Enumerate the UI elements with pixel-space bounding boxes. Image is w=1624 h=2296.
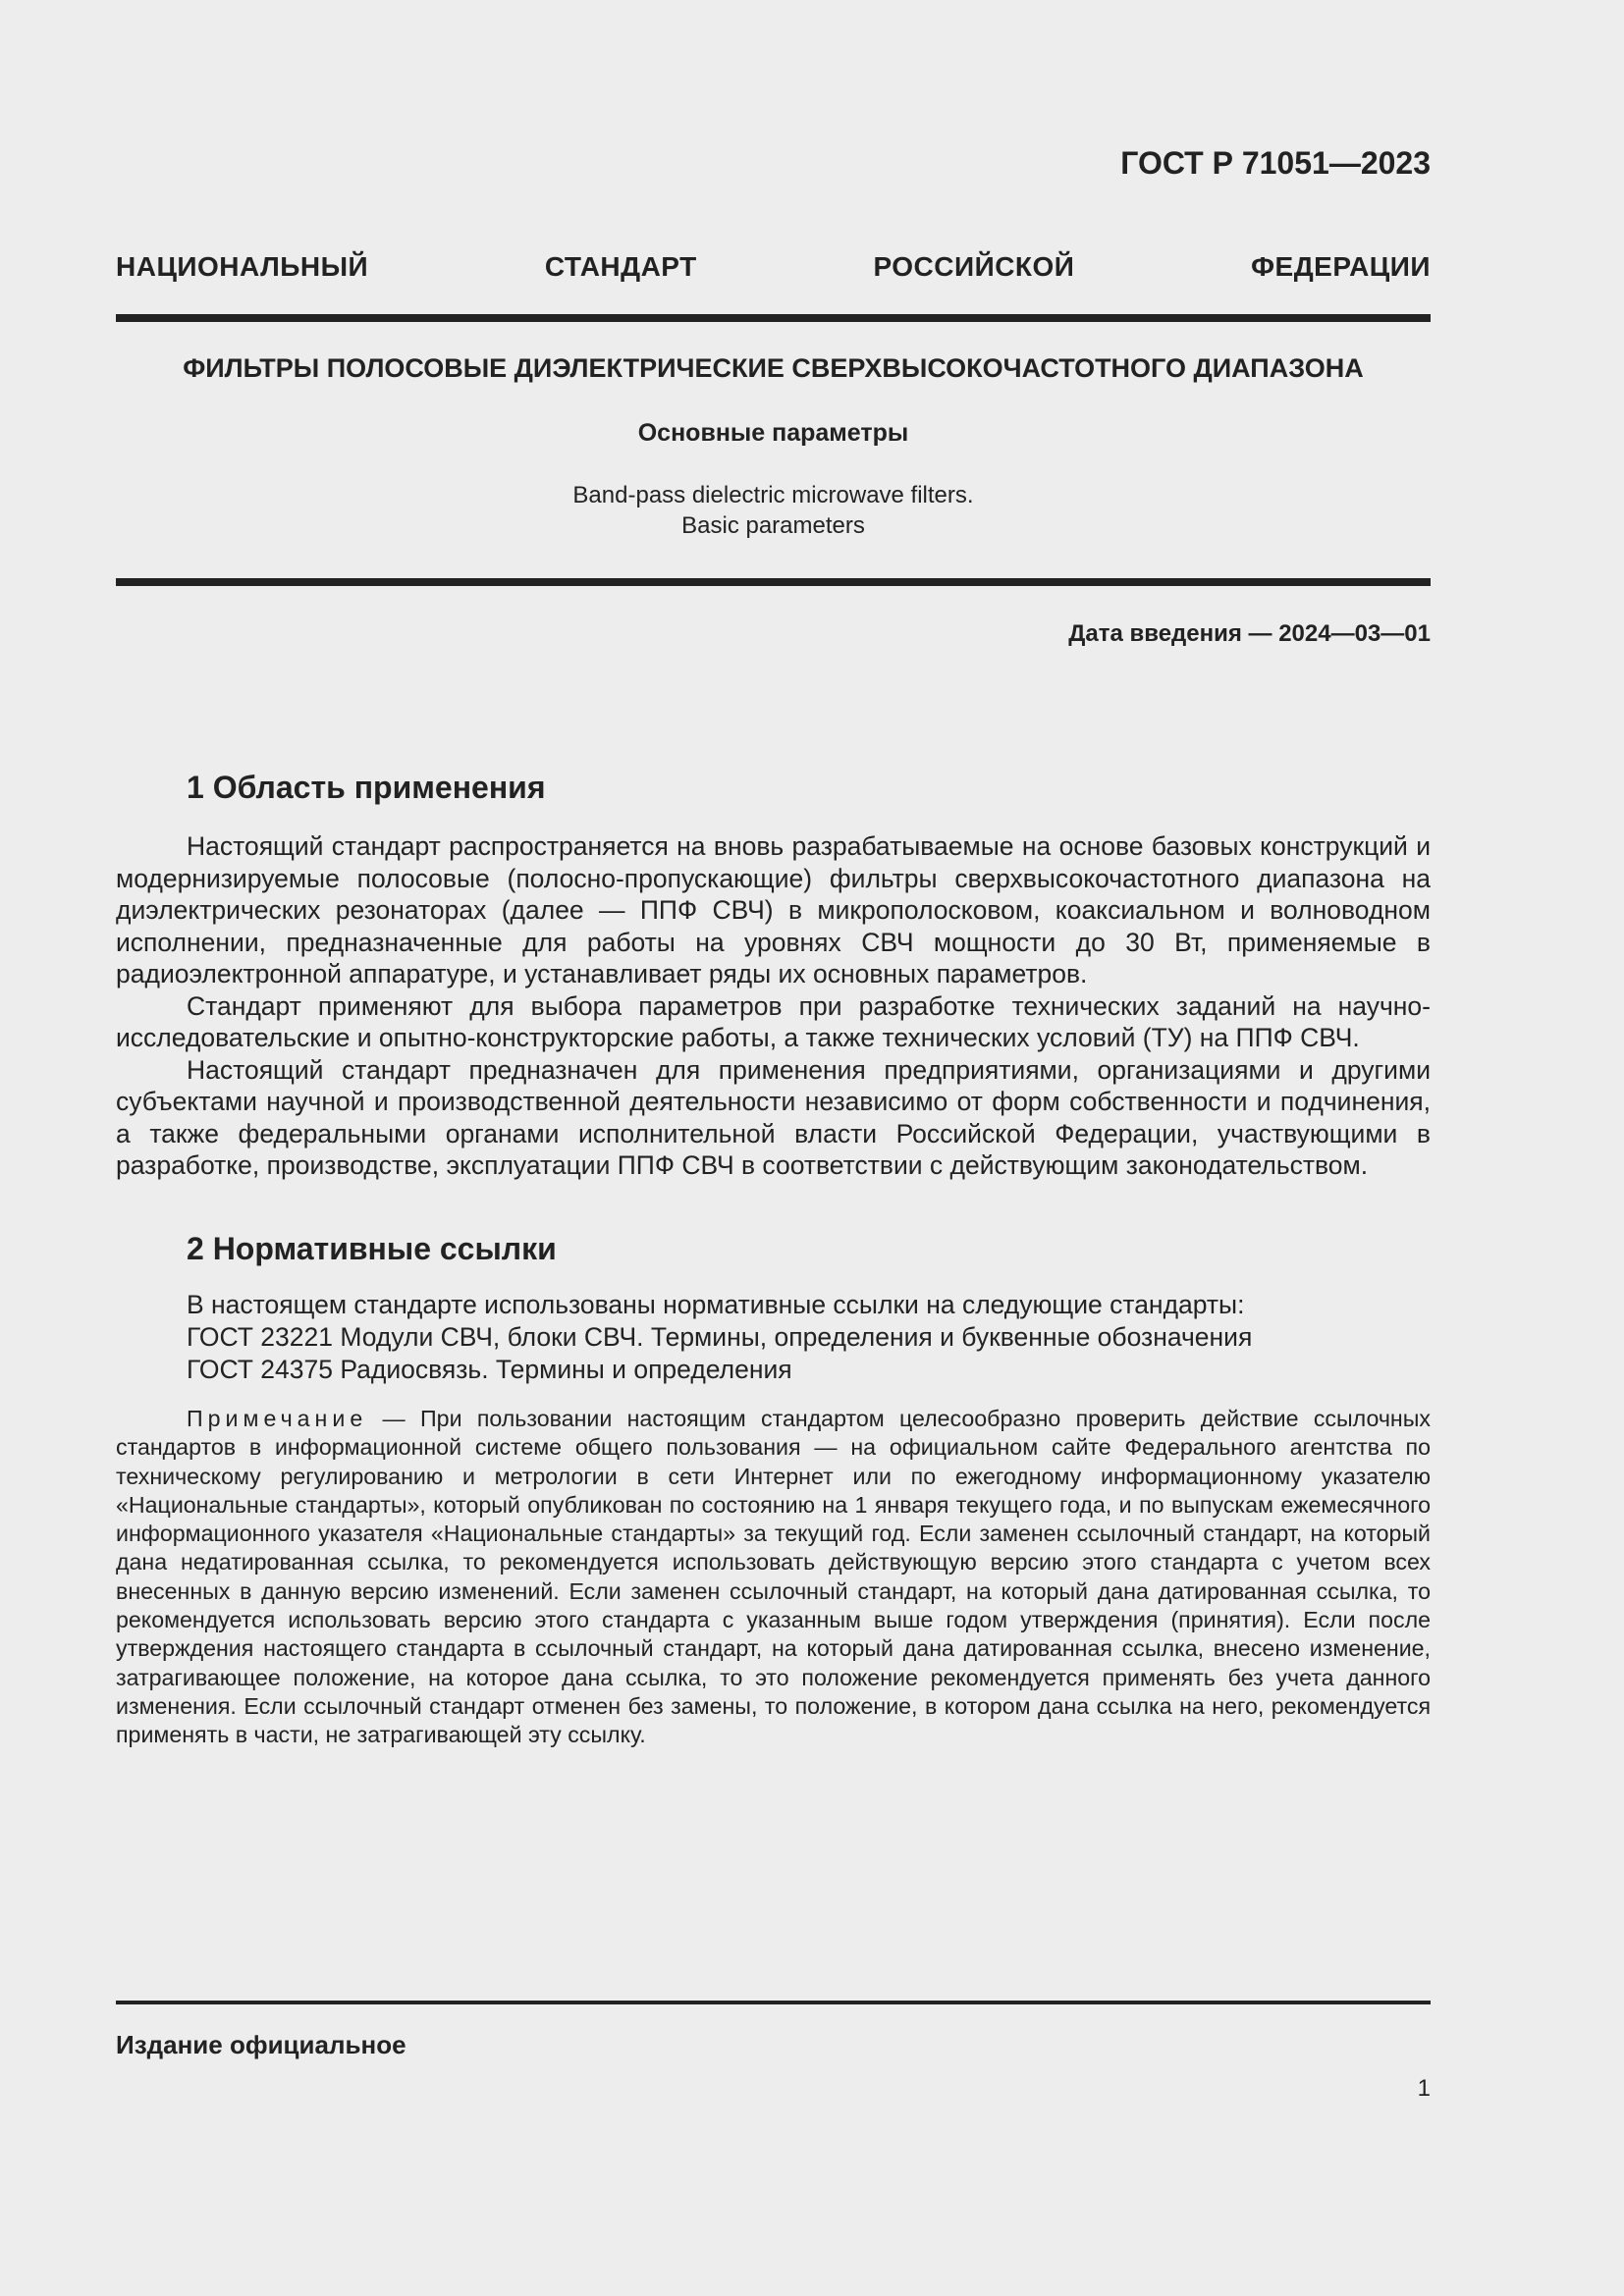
title-bottom-rule <box>116 578 1431 586</box>
references-note <box>116 1405 1431 1750</box>
national-standard-banner: НАЦИОНАЛЬНЫЙ СТАНДАРТ РОССИЙСКОЙ ФЕДЕРАЦИИ <box>116 251 1431 282</box>
normative-references <box>187 1289 1431 1386</box>
footer-rule <box>116 2001 1431 2004</box>
section-1-body <box>116 830 1431 1182</box>
section-2-heading: 2 Нормативные ссылки <box>187 1231 557 1266</box>
top-rule <box>116 314 1431 322</box>
paragraph: Настоящий стандарт распространяется на вновь разрабатываемые на основе базовых конструкций и модернизируемые полосовые (полосно-пропускающие) фильтры сверхвысокочастотного диапазона на диэлектрических резонаторах (далее — ППФ СВЧ) в микрополосковом, коаксиальном и волноводном исполнении, предназначенные для работы на уровнях СВЧ мощности до 30 Вт, применяемые в радиоэлектронной аппаратуре, и устанавливает ряды их основных параметров. <box>116 831 1431 988</box>
note-dash: — <box>367 1406 421 1431</box>
page-number: 1 <box>1417 2075 1431 2102</box>
document-subtitle: Основные параметры <box>637 419 909 447</box>
note-text: При пользовании настоящим стандартом целесообразно проверить действие ссылочных стандартов в информационной системе общего пользования — на официальном сайте Федерального агентства по техническому регулированию и метрологии в сети Интернет или по ежегодному информационному указателю «Национальные стандарты», который опубликован по состоянию на 1 января текущего года, и по выпускам ежемесячного информационного указателя «Национальные стандарты» за текущий год. Если заменен ссылочный стандарт, на который дана недатированная ссылка, то рекомендуется использовать действующую версию этого стандарта с учетом всех внесенных в данную версию изменений. Если заменен ссылочный стандарт, на который дана датированная ссылка, то рекомендуется использовать версию этого стандарта с указанным выше годом утверждения (принятия). Если после утверждения настоящего стандарта в ссылочный стандарт, на который дана датированная ссылка, внесено изменение, затрагивающее положение, на которое дана ссылка, то это положение рекомендуется применять без учета данного изменения. Если ссылочный стандарт отменен без замены, то положение, в котором дана ссылка на него, рекомендуется применять в части, не затрагивающей эту ссылку. <box>116 1406 1431 1748</box>
standard-designation: ГОСТ Р 71051—2023 <box>1120 145 1431 181</box>
english-title <box>116 480 1431 541</box>
english-title-line-2: Basic parameters <box>681 512 865 539</box>
note-label: Примечание <box>187 1406 368 1431</box>
references-intro: В настоящем стандарте использованы нормативные ссылки на следующие стандарты: <box>187 1290 1245 1319</box>
document-title: ФИЛЬТРЫ ПОЛОСОВЫЕ ДИЭЛЕКТРИЧЕСКИЕ СВЕРХВЫСОКОЧАСТОТНОГО ДИАПАЗОНА <box>183 353 1364 383</box>
section-1-heading: 1 Область применения <box>187 770 546 805</box>
paragraph: Настоящий стандарт предназначен для применения предприятиями, организациями и другими субъектами научной и производственной деятельности независимо от форм собственности и подчинения, а также федеральными органами исполнительной власти Российской Федерации, участвующими в разработке, производстве, эксплуатации ППФ СВЧ в соответствии с действующим законодательством. <box>116 1054 1431 1180</box>
paragraph: Стандарт применяют для выбора параметров при разработке технических заданий на научно-исследовательские и опытно-конструкторские работы, а также технических условий (ТУ) на ППФ СВЧ. <box>116 990 1431 1052</box>
official-edition-label: Издание официальное <box>116 2030 406 2059</box>
reference-item: ГОСТ 24375 Радиосвязь. Термины и определения <box>187 1355 792 1384</box>
reference-item: ГОСТ 23221 Модули СВЧ, блоки СВЧ. Термины, определения и буквенные обозначения <box>187 1322 1253 1352</box>
english-title-line-1: Band-pass dielectric microwave filters. <box>572 482 974 508</box>
introduction-date: Дата введения — 2024—03—01 <box>1068 620 1431 647</box>
